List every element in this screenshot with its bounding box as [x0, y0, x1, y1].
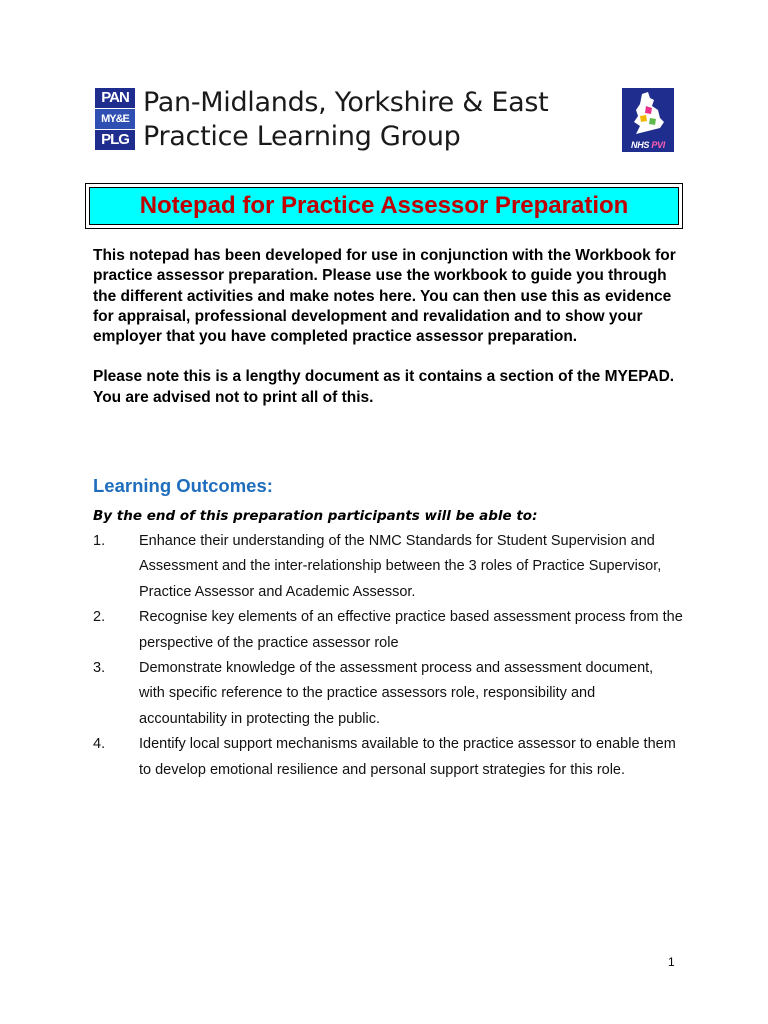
list-item [93, 529, 683, 605]
list-item-number: 4. [93, 736, 106, 753]
nhs-pvi-map-icon [622, 88, 674, 152]
title-box-inner [89, 187, 679, 225]
logo-mark-line: PLG [95, 130, 135, 150]
nhs-text: NHS [631, 140, 650, 150]
list-item-number: 2. [93, 609, 106, 626]
intro-paragraph: This notepad has been developed for use in conjunction with the Workbook for practice assessor preparation. Please use the workbook to guide you through the different activities and make notes here. You can then use this as evidence for appraisal, professional development and revalidation and to show your employer that you have completed practice assessor preparation. [93, 247, 676, 346]
list-item-text: Identify local support mechanisms available to the practice assessor to enable them to develop emotional resilience and personal support strategies for this role. [139, 736, 676, 778]
pvi-text: PVI [651, 140, 665, 150]
intro-paragraph: Please note this is a lengthy document as it contains a section of the MYEPAD. You are advised not to print all of this. [93, 368, 675, 406]
title-box [85, 183, 683, 229]
list-item [93, 656, 683, 732]
list-item-text: Demonstrate knowledge of the assessment process and assessment document, with specific reference to the practice assessors role, responsibility and accountability in protecting the public. [139, 660, 654, 727]
list-item-number: 3. [93, 660, 106, 677]
list-item-text: Recognise key elements of an effective practice based assessment process from the perspective of the practice assessor role [139, 609, 683, 651]
list-item-text: Enhance their understanding of the NMC Standards for Student Supervision and Assessment and the inter-relationship between the 3 roles of Practice Supervisor, Practice Assessor and Academic Assessor. [139, 533, 662, 600]
organisation-name-line1: Pan-Midlands, Yorkshire & East [143, 87, 549, 118]
list-item [93, 732, 683, 783]
document-title: Notepad for Practice Assessor Preparation [139, 192, 629, 219]
nhs-pvi-label [622, 140, 674, 150]
pmye-plg-logo-icon [95, 88, 135, 150]
page-number: 1 [668, 955, 675, 969]
organisation-name [143, 86, 548, 154]
learning-outcomes-list [93, 529, 683, 783]
intro-text [93, 246, 683, 428]
organisation-name-line2: Practice Learning Group [143, 121, 461, 152]
learning-outcomes-heading: Learning Outcomes: [93, 475, 273, 496]
england-map-icon [622, 88, 674, 138]
list-item [93, 605, 683, 656]
list-item-number: 1. [93, 533, 106, 549]
learning-outcomes-intro: By the end of this preparation participants will be able to: [93, 508, 538, 524]
logo-mark-line: PAN [95, 88, 135, 108]
logo-mark-line: MY&E [95, 109, 135, 129]
